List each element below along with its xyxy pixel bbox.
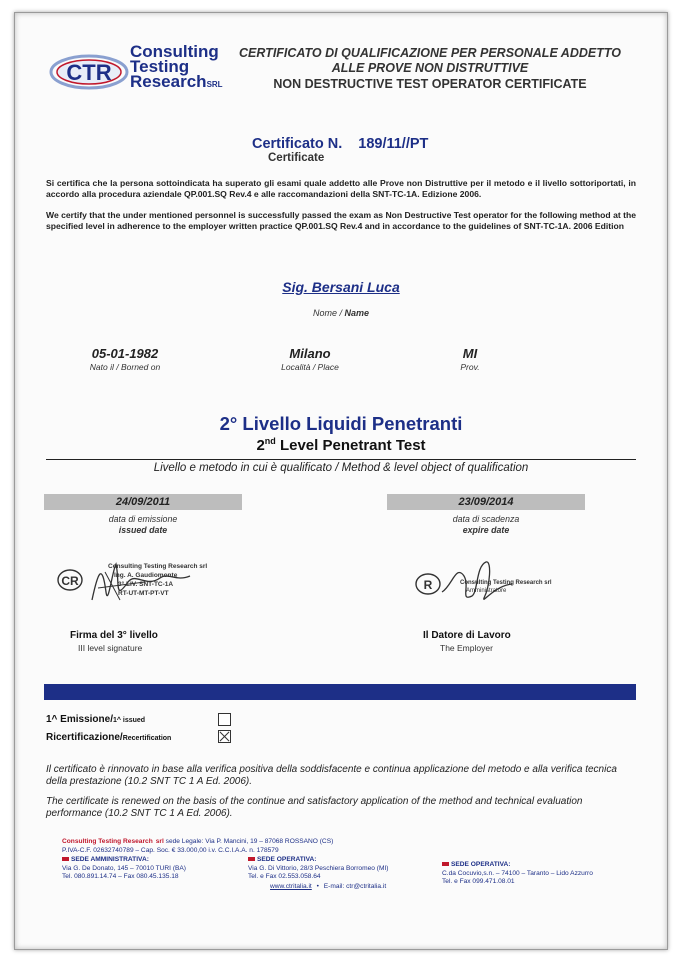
svg-text:3° LIV. SNT-TC-1A: 3° LIV. SNT-TC-1A [118, 581, 174, 588]
level-italian: 2° Livello Liquidi Penetranti [219, 413, 463, 434]
renewal-note-italian: Il certificato è rinnovato in base alla verifica positiva della soddisfacente e continua applicazione del metodo e alla verifica tecnica della prestazione (10.2 SNT TC 1 A Ed. 2006). [46, 764, 617, 787]
footer-operative-milan: SEDE OPERATIVA: Via G. Di Vittorio, 28/3 Peschiera Borromeo (MI) Tel. e Fax 02.553.058.64 [248, 856, 389, 880]
issued-date-label-it: data di emissione [108, 514, 178, 524]
footer-operative-taranto: SEDE OPERATIVA: C.da Cocuvio,s.n. – 74100 – Taranto – Lido Azzurro Tel. e Fax 099.471.08.01 [442, 861, 593, 885]
expire-date-label-en: expire date [462, 525, 510, 535]
expire-date-label-it: data di scadenza [452, 514, 520, 524]
certificate-number: Certificato N. 189/11//PT [252, 136, 429, 152]
birth-date-label: Nato il / Borned on [89, 362, 161, 372]
right-signature-title: Il Datore di Lavoro [423, 630, 511, 641]
email-link[interactable]: E-mail: ctr@ctritalia.it [323, 883, 387, 890]
certificate-sublabel: Certificate [268, 152, 325, 164]
first-issue-checkbox[interactable] [218, 713, 231, 726]
svg-text:Consulting Testing Research sr: Consulting Testing Research srl [108, 563, 208, 570]
svg-text:CR: CR [61, 574, 79, 588]
svg-text:Ing. A. Gaudiomonte: Ing. A. Gaudiomonte [114, 572, 178, 579]
svg-text:RT-UT-MT-PT-VT: RT-UT-MT-PT-VT [118, 590, 169, 597]
svg-text:Amministratore: Amministratore [466, 588, 507, 594]
province-label: Prov. [460, 362, 480, 372]
left-signature-sub: III level signature [78, 643, 143, 653]
footer-contacts: www.ctritalia.it • E-mail: ctr@ctritalia.it [270, 883, 387, 890]
footer-admin: SEDE AMMINISTRATIVA: Via G. De Donato, 145 – 70010 TURI (BA) Tel. 080.891.14.74 – Fax 080.45.135.18 [62, 856, 187, 880]
website-link[interactable]: www.ctritalia.it [270, 883, 312, 890]
recertification-label: Ricertificazione/Recertification [46, 732, 172, 743]
logo-mark: CTR [66, 60, 112, 85]
header-title-english: NON DESTRUCTIVE TEST OPERATOR CERTIFICATE [273, 77, 587, 91]
name-label: Nome / Name [312, 308, 370, 318]
province: MI [462, 346, 478, 361]
blue-band [44, 684, 636, 700]
birth-place: Milano [289, 346, 331, 361]
svg-text:Consulting Testing Research sr: Consulting Testing Research srl [460, 580, 552, 586]
right-signature-sub: The Employer [440, 643, 493, 653]
intro-english: We certify that the under mentioned personnel is successfully passed the exam as Non Destructive Test operator for the following method at the specified level in adherence to the employer written practice QP.001.SQ Rev.4 and in accordance to the guidelines of SNT-TC-1A. 2006 Edition [46, 210, 636, 231]
qualification-label: Livello e metodo in cui è qualificato / Method & level object of qualification [153, 462, 529, 474]
birth-place-label: Località / Place [281, 362, 339, 372]
issued-date-label-en: issued date [118, 525, 168, 535]
level-english: 2nd Level Penetrant Test [256, 436, 426, 454]
person-name: Sig. Bersani Luca [282, 279, 400, 295]
svg-text:R: R [423, 578, 433, 592]
logo-wordmark [130, 44, 223, 92]
ctr-logo-icon [48, 52, 130, 92]
expire-date: 23/09/2014 [387, 494, 585, 510]
header-title-italian: CERTIFICATO DI QUALIFICAZIONE PER PERSONALE ADDETTO ALLE PROVE NON DISTRUTTIVE [239, 46, 621, 75]
intro-italian: Si certifica che la persona sottoindicata ha superato gli esami quale addetto alle Prove non Distruttive per il metodo e il livello sottoriportati, in accordo alla procedura aziendale QP.001.SQ Rev.4 e alle raccomandazioni della SNT-TC-1A. Edizione 2006. [46, 178, 636, 199]
logo-line-1: Consulting [130, 42, 219, 61]
recertification-checkbox[interactable] [218, 730, 231, 743]
renewal-note-english: The certificate is renewed on the basis of the continue and satisfactory application of the method and technical evaluation performance (10.2 SNT TC 1 A Ed. 2006). [46, 796, 583, 819]
left-signature-title: Firma del 3° livello [70, 630, 158, 641]
logo-line-3: ResearchSRL [130, 72, 223, 91]
birth-date: 05-01-1982 [91, 346, 159, 361]
right-stamp-signature [412, 556, 552, 612]
first-issue-label: 1^ Emissione/1^ issued [46, 714, 146, 725]
divider [46, 459, 636, 460]
logo-line-2: Testing [130, 57, 190, 76]
left-stamp-signature [50, 552, 210, 614]
issued-date: 24/09/2011 [44, 494, 242, 510]
footer-legal: Consulting Testing Research srl sede Legale: Via P. Mancini, 19 – 87068 ROSSANO (CS) [62, 838, 334, 845]
footer-piva: P.IVA-C.F. 02632740789 – Cap. Soc. € 33.000,00 i.v. C.C.I.A.A. n. 178579 [62, 847, 279, 854]
